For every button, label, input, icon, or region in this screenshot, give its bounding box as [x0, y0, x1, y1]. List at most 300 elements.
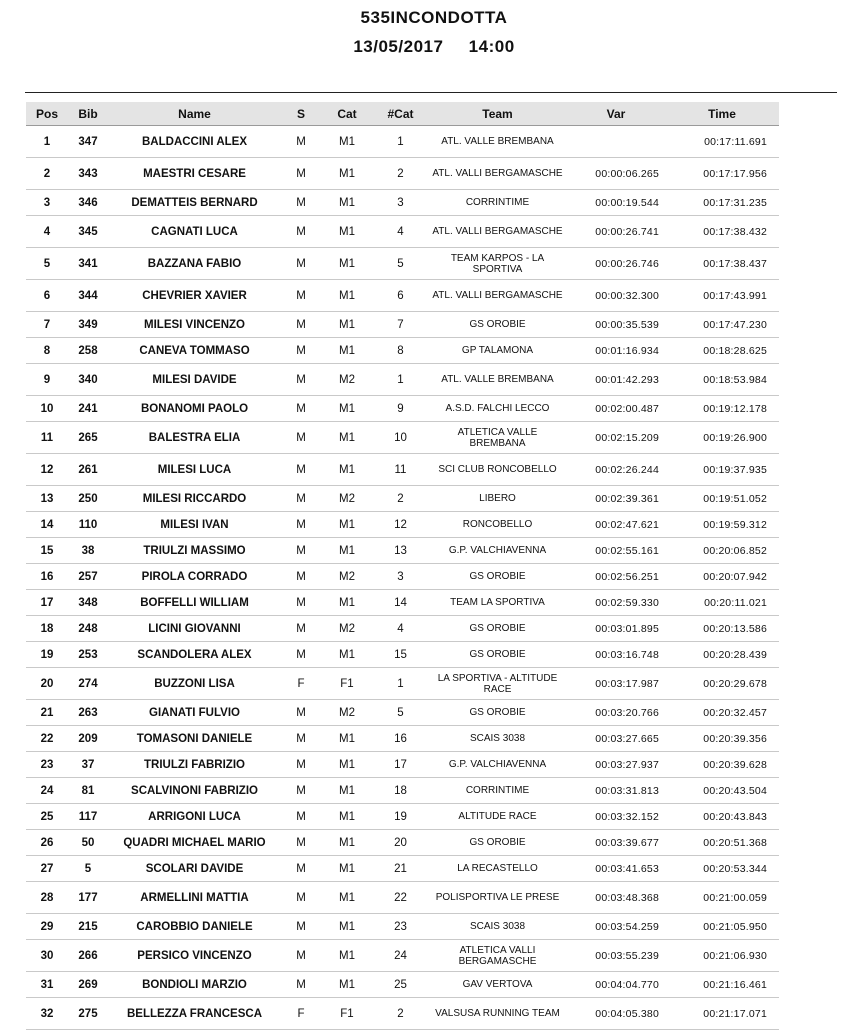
- cell-category-position: 15: [373, 642, 428, 668]
- cell-team: A.S.D. FALCHI LECCO: [428, 396, 567, 422]
- cell-position: 4: [26, 216, 68, 248]
- cell-name: SCOLARI DAVIDE: [108, 856, 281, 882]
- cell-bib: 346: [68, 190, 108, 216]
- cell-time: 00:21:17.071: [665, 998, 779, 1030]
- cell-bib: 274: [68, 668, 108, 700]
- cell-team: GS OROBIE: [428, 700, 567, 726]
- cell-bib: 341: [68, 248, 108, 280]
- cell-sex: M: [281, 486, 321, 512]
- cell-team: SCI CLUB RONCOBELLO: [428, 454, 567, 486]
- cell-team: GAV VERTOVA: [428, 972, 567, 998]
- cell-category: M1: [321, 538, 373, 564]
- cell-category-position: 1: [373, 364, 428, 396]
- cell-time: 00:21:05.950: [665, 914, 779, 940]
- cell-time: 00:21:16.461: [665, 972, 779, 998]
- cell-category: M1: [321, 940, 373, 972]
- cell-category: M2: [321, 564, 373, 590]
- cell-name: BALESTRA ELIA: [108, 422, 281, 454]
- table-row: [26, 590, 779, 616]
- cell-bib: 263: [68, 700, 108, 726]
- cell-sex: M: [281, 642, 321, 668]
- cell-bib: 50: [68, 830, 108, 856]
- table-row: [26, 216, 779, 248]
- cell-time: 00:17:31.235: [665, 190, 779, 216]
- cell-name: BOFFELLI WILLIAM: [108, 590, 281, 616]
- cell-sex: F: [281, 998, 321, 1030]
- cell-position: 26: [26, 830, 68, 856]
- table-row: [26, 752, 779, 778]
- cell-position: 22: [26, 726, 68, 752]
- cell-time: 00:20:07.942: [665, 564, 779, 590]
- cell-sex: M: [281, 778, 321, 804]
- cell-bib: 349: [68, 312, 108, 338]
- cell-category: M1: [321, 726, 373, 752]
- race-date: 13/05/2017: [353, 37, 444, 56]
- cell-category-position: 22: [373, 882, 428, 914]
- cell-position: 21: [26, 700, 68, 726]
- cell-gap: 00:02:59.330: [567, 590, 665, 616]
- cell-name: TRIULZI MASSIMO: [108, 538, 281, 564]
- cell-name: BONDIOLI MARZIO: [108, 972, 281, 998]
- cell-sex: M: [281, 248, 321, 280]
- cell-time: 00:17:11.691: [665, 126, 779, 158]
- cell-category-position: 17: [373, 752, 428, 778]
- cell-position: 15: [26, 538, 68, 564]
- cell-gap: 00:01:16.934: [567, 338, 665, 364]
- cell-team: RONCOBELLO: [428, 512, 567, 538]
- cell-bib: 275: [68, 998, 108, 1030]
- cell-time: 00:17:43.991: [665, 280, 779, 312]
- cell-category-position: 1: [373, 668, 428, 700]
- cell-name: BELLEZZA FRANCESCA: [108, 998, 281, 1030]
- cell-time: 00:18:28.625: [665, 338, 779, 364]
- cell-name: SCALVINONI FABRIZIO: [108, 778, 281, 804]
- cell-category-position: 3: [373, 564, 428, 590]
- cell-category: M2: [321, 700, 373, 726]
- cell-category: M1: [321, 972, 373, 998]
- cell-sex: M: [281, 590, 321, 616]
- table-row: [26, 940, 779, 972]
- cell-bib: 344: [68, 280, 108, 312]
- cell-position: 1: [26, 126, 68, 158]
- cell-time: 00:20:53.344: [665, 856, 779, 882]
- cell-position: 16: [26, 564, 68, 590]
- cell-gap: 00:03:27.665: [567, 726, 665, 752]
- table-row: [26, 804, 779, 830]
- cell-category: M1: [321, 454, 373, 486]
- cell-name: ARRIGONI LUCA: [108, 804, 281, 830]
- cell-position: 12: [26, 454, 68, 486]
- cell-category: M1: [321, 312, 373, 338]
- cell-bib: 37: [68, 752, 108, 778]
- table-row: [26, 190, 779, 216]
- cell-bib: 343: [68, 158, 108, 190]
- cell-gap: 00:04:04.770: [567, 972, 665, 998]
- cell-gap: 00:03:31.813: [567, 778, 665, 804]
- cell-category-position: 7: [373, 312, 428, 338]
- cell-category: M1: [321, 914, 373, 940]
- table-row: [26, 158, 779, 190]
- cell-team: GP TALAMONA: [428, 338, 567, 364]
- cell-position: 32: [26, 998, 68, 1030]
- cell-category: M1: [321, 338, 373, 364]
- cell-time: 00:20:32.457: [665, 700, 779, 726]
- cell-category: M1: [321, 830, 373, 856]
- cell-sex: M: [281, 216, 321, 248]
- cell-position: 17: [26, 590, 68, 616]
- cell-bib: 269: [68, 972, 108, 998]
- cell-bib: 253: [68, 642, 108, 668]
- cell-bib: 177: [68, 882, 108, 914]
- cell-name: ARMELLINI MATTIA: [108, 882, 281, 914]
- cell-bib: 241: [68, 396, 108, 422]
- cell-team: SCAIS 3038: [428, 726, 567, 752]
- cell-position: 24: [26, 778, 68, 804]
- cell-time: 00:20:43.504: [665, 778, 779, 804]
- cell-team: GS OROBIE: [428, 312, 567, 338]
- cell-time: 00:20:06.852: [665, 538, 779, 564]
- cell-bib: 340: [68, 364, 108, 396]
- cell-name: TRIULZI FABRIZIO: [108, 752, 281, 778]
- table-row: [26, 454, 779, 486]
- table-row: [26, 564, 779, 590]
- column-header-sex: S: [281, 102, 321, 126]
- header-divider: [25, 92, 837, 93]
- table-row: [26, 998, 779, 1030]
- cell-category: M1: [321, 778, 373, 804]
- cell-name: BALDACCINI ALEX: [108, 126, 281, 158]
- column-header-pos: Pos: [26, 102, 68, 126]
- cell-team: ATL. VALLE BREMBANA: [428, 364, 567, 396]
- cell-gap: 00:02:15.209: [567, 422, 665, 454]
- cell-gap: 00:03:55.239: [567, 940, 665, 972]
- cell-category-position: 8: [373, 338, 428, 364]
- results-body: [26, 126, 779, 1030]
- table-header-row: [26, 102, 779, 126]
- cell-sex: M: [281, 312, 321, 338]
- cell-name: CHEVRIER XAVIER: [108, 280, 281, 312]
- cell-category-position: 3: [373, 190, 428, 216]
- cell-sex: M: [281, 158, 321, 190]
- cell-gap: 00:03:32.152: [567, 804, 665, 830]
- cell-bib: 347: [68, 126, 108, 158]
- cell-sex: M: [281, 940, 321, 972]
- cell-sex: M: [281, 422, 321, 454]
- table-row: [26, 396, 779, 422]
- cell-gap: 00:03:39.677: [567, 830, 665, 856]
- cell-gap: 00:03:01.895: [567, 616, 665, 642]
- column-header-name: Name: [108, 102, 281, 126]
- cell-category-position: 21: [373, 856, 428, 882]
- cell-position: 5: [26, 248, 68, 280]
- cell-time: 00:20:13.586: [665, 616, 779, 642]
- cell-gap: 00:00:32.300: [567, 280, 665, 312]
- cell-category-position: 6: [373, 280, 428, 312]
- cell-gap: 00:03:27.937: [567, 752, 665, 778]
- cell-bib: 209: [68, 726, 108, 752]
- cell-team: ATL. VALLI BERGAMASCHE: [428, 158, 567, 190]
- cell-category: M1: [321, 856, 373, 882]
- cell-sex: M: [281, 454, 321, 486]
- cell-position: 25: [26, 804, 68, 830]
- cell-team: GS OROBIE: [428, 642, 567, 668]
- cell-category: M2: [321, 364, 373, 396]
- cell-sex: M: [281, 190, 321, 216]
- cell-sex: M: [281, 700, 321, 726]
- cell-category-position: 2: [373, 486, 428, 512]
- table-row: [26, 882, 779, 914]
- table-row: [26, 726, 779, 752]
- cell-time: 00:19:37.935: [665, 454, 779, 486]
- cell-category: M1: [321, 804, 373, 830]
- cell-gap: [567, 126, 665, 158]
- cell-bib: 250: [68, 486, 108, 512]
- cell-name: MILESI IVAN: [108, 512, 281, 538]
- cell-team: CORRINTIME: [428, 778, 567, 804]
- cell-time: 00:20:39.356: [665, 726, 779, 752]
- cell-bib: 81: [68, 778, 108, 804]
- cell-category: F1: [321, 998, 373, 1030]
- table-row: [26, 486, 779, 512]
- cell-category: M1: [321, 396, 373, 422]
- cell-position: 30: [26, 940, 68, 972]
- cell-time: 00:19:26.900: [665, 422, 779, 454]
- cell-name: PIROLA CORRADO: [108, 564, 281, 590]
- column-header-gap: Var: [567, 102, 665, 126]
- table-row: [26, 914, 779, 940]
- cell-team: LA RECASTELLO: [428, 856, 567, 882]
- table-row: [26, 422, 779, 454]
- cell-category-position: 4: [373, 616, 428, 642]
- cell-team: GS OROBIE: [428, 564, 567, 590]
- table-row: [26, 538, 779, 564]
- cell-name: MILESI LUCA: [108, 454, 281, 486]
- cell-category-position: 2: [373, 158, 428, 190]
- cell-time: 00:19:12.178: [665, 396, 779, 422]
- cell-category: M1: [321, 280, 373, 312]
- cell-name: MILESI VINCENZO: [108, 312, 281, 338]
- table-row: [26, 700, 779, 726]
- cell-time: 00:17:47.230: [665, 312, 779, 338]
- cell-sex: M: [281, 972, 321, 998]
- cell-sex: M: [281, 538, 321, 564]
- cell-position: 29: [26, 914, 68, 940]
- cell-position: 8: [26, 338, 68, 364]
- cell-position: 20: [26, 668, 68, 700]
- cell-name: GIANATI FULVIO: [108, 700, 281, 726]
- table-row: [26, 248, 779, 280]
- cell-sex: M: [281, 338, 321, 364]
- cell-category-position: 14: [373, 590, 428, 616]
- cell-gap: 00:01:42.293: [567, 364, 665, 396]
- cell-bib: 215: [68, 914, 108, 940]
- cell-time: 00:17:38.432: [665, 216, 779, 248]
- cell-position: 7: [26, 312, 68, 338]
- cell-category: M1: [321, 590, 373, 616]
- column-header-category: Cat: [321, 102, 373, 126]
- cell-category-position: 1: [373, 126, 428, 158]
- cell-team: ATL. VALLI BERGAMASCHE: [428, 216, 567, 248]
- cell-time: 00:18:53.984: [665, 364, 779, 396]
- cell-bib: 258: [68, 338, 108, 364]
- cell-sex: M: [281, 364, 321, 396]
- cell-category-position: 5: [373, 700, 428, 726]
- cell-time: 00:20:29.678: [665, 668, 779, 700]
- table-row: [26, 642, 779, 668]
- cell-sex: M: [281, 856, 321, 882]
- cell-gap: 00:00:26.741: [567, 216, 665, 248]
- cell-category-position: 23: [373, 914, 428, 940]
- table-row: [26, 830, 779, 856]
- cell-bib: 248: [68, 616, 108, 642]
- cell-team: TEAM KARPOS - LA SPORTIVA: [428, 248, 567, 280]
- cell-category: M1: [321, 882, 373, 914]
- cell-gap: 00:02:55.161: [567, 538, 665, 564]
- cell-category: M2: [321, 616, 373, 642]
- cell-bib: 38: [68, 538, 108, 564]
- table-row: [26, 364, 779, 396]
- cell-time: 00:21:06.930: [665, 940, 779, 972]
- cell-bib: 266: [68, 940, 108, 972]
- cell-sex: M: [281, 616, 321, 642]
- cell-category-position: 11: [373, 454, 428, 486]
- cell-gap: 00:03:41.653: [567, 856, 665, 882]
- cell-category-position: 10: [373, 422, 428, 454]
- cell-team: GS OROBIE: [428, 830, 567, 856]
- table-row: [26, 856, 779, 882]
- cell-gap: 00:03:16.748: [567, 642, 665, 668]
- cell-category-position: 4: [373, 216, 428, 248]
- cell-category: M1: [321, 190, 373, 216]
- cell-team: ATLETICA VALLE BREMBANA: [428, 422, 567, 454]
- cell-category: M1: [321, 642, 373, 668]
- cell-team: GS OROBIE: [428, 616, 567, 642]
- cell-category-position: 5: [373, 248, 428, 280]
- cell-gap: 00:02:47.621: [567, 512, 665, 538]
- race-title: 535INCONDOTTA: [360, 8, 508, 27]
- table-row: [26, 280, 779, 312]
- cell-name: CAGNATI LUCA: [108, 216, 281, 248]
- cell-time: 00:20:28.439: [665, 642, 779, 668]
- cell-team: ATLETICA VALLI BERGAMASCHE: [428, 940, 567, 972]
- cell-position: 14: [26, 512, 68, 538]
- cell-name: TOMASONI DANIELE: [108, 726, 281, 752]
- cell-time: 00:20:39.628: [665, 752, 779, 778]
- cell-sex: M: [281, 752, 321, 778]
- cell-category: M2: [321, 486, 373, 512]
- cell-sex: M: [281, 512, 321, 538]
- column-header-time: Time: [665, 102, 779, 126]
- cell-position: 6: [26, 280, 68, 312]
- cell-sex: M: [281, 726, 321, 752]
- table-row: [26, 668, 779, 700]
- cell-category-position: 19: [373, 804, 428, 830]
- cell-team: G.P. VALCHIAVENNA: [428, 752, 567, 778]
- cell-gap: 00:03:17.987: [567, 668, 665, 700]
- cell-gap: 00:02:39.361: [567, 486, 665, 512]
- table-row: [26, 616, 779, 642]
- cell-gap: 00:00:06.265: [567, 158, 665, 190]
- cell-gap: 00:00:19.544: [567, 190, 665, 216]
- cell-team: SCAIS 3038: [428, 914, 567, 940]
- cell-team: ATL. VALLI BERGAMASCHE: [428, 280, 567, 312]
- cell-category: M1: [321, 216, 373, 248]
- cell-position: 2: [26, 158, 68, 190]
- cell-bib: 345: [68, 216, 108, 248]
- cell-gap: 00:00:35.539: [567, 312, 665, 338]
- cell-category: M1: [321, 126, 373, 158]
- cell-gap: 00:02:00.487: [567, 396, 665, 422]
- cell-category-position: 16: [373, 726, 428, 752]
- cell-name: BONANOMI PAOLO: [108, 396, 281, 422]
- cell-category-position: 2: [373, 998, 428, 1030]
- cell-time: 00:21:00.059: [665, 882, 779, 914]
- cell-team: ATL. VALLE BREMBANA: [428, 126, 567, 158]
- cell-time: 00:19:51.052: [665, 486, 779, 512]
- cell-bib: 261: [68, 454, 108, 486]
- cell-time: 00:20:11.021: [665, 590, 779, 616]
- cell-team: CORRINTIME: [428, 190, 567, 216]
- cell-name: SCANDOLERA ALEX: [108, 642, 281, 668]
- column-header-team: Team: [428, 102, 567, 126]
- cell-gap: 00:03:54.259: [567, 914, 665, 940]
- cell-position: 9: [26, 364, 68, 396]
- cell-name: MAESTRI CESARE: [108, 158, 281, 190]
- cell-name: CAROBBIO DANIELE: [108, 914, 281, 940]
- cell-category: M1: [321, 512, 373, 538]
- cell-position: 10: [26, 396, 68, 422]
- table-row: [26, 126, 779, 158]
- cell-sex: M: [281, 830, 321, 856]
- cell-position: 3: [26, 190, 68, 216]
- cell-sex: M: [281, 804, 321, 830]
- cell-team: LA SPORTIVA - ALTITUDE RACE: [428, 668, 567, 700]
- cell-position: 18: [26, 616, 68, 642]
- cell-time: 00:17:38.437: [665, 248, 779, 280]
- cell-bib: 265: [68, 422, 108, 454]
- cell-name: MILESI DAVIDE: [108, 364, 281, 396]
- table-row: [26, 512, 779, 538]
- cell-gap: 00:04:05.380: [567, 998, 665, 1030]
- cell-gap: 00:03:48.368: [567, 882, 665, 914]
- cell-position: 23: [26, 752, 68, 778]
- cell-category-position: 20: [373, 830, 428, 856]
- cell-name: CANEVA TOMMASO: [108, 338, 281, 364]
- cell-category-position: 25: [373, 972, 428, 998]
- cell-team: ALTITUDE RACE: [428, 804, 567, 830]
- cell-category: M1: [321, 752, 373, 778]
- race-date-time: [0, 37, 850, 57]
- cell-time: 00:20:43.843: [665, 804, 779, 830]
- cell-gap: 00:00:26.746: [567, 248, 665, 280]
- column-header-bib: Bib: [68, 102, 108, 126]
- cell-position: 28: [26, 882, 68, 914]
- cell-name: QUADRI MICHAEL MARIO: [108, 830, 281, 856]
- cell-sex: M: [281, 280, 321, 312]
- cell-bib: 257: [68, 564, 108, 590]
- cell-gap: 00:02:26.244: [567, 454, 665, 486]
- cell-category-position: 13: [373, 538, 428, 564]
- cell-team: LIBERO: [428, 486, 567, 512]
- column-header-category-position: #Cat: [373, 102, 428, 126]
- table-row: [26, 778, 779, 804]
- cell-sex: M: [281, 882, 321, 914]
- race-start-time: 14:00: [468, 37, 515, 56]
- cell-category-position: 18: [373, 778, 428, 804]
- cell-category: F1: [321, 668, 373, 700]
- cell-time: 00:17:17.956: [665, 158, 779, 190]
- cell-bib: 110: [68, 512, 108, 538]
